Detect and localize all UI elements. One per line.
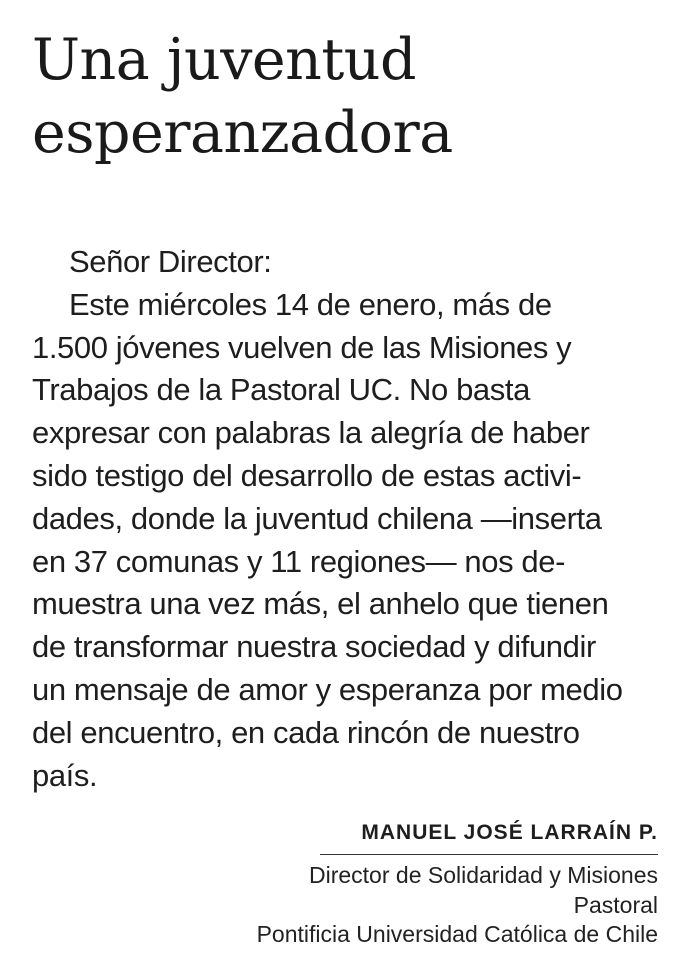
body-line: del encuentro, en cada rincón de nuestro bbox=[32, 714, 580, 750]
body-line: país. bbox=[32, 757, 98, 793]
body-line: sido testigo del desarrollo de estas activi- bbox=[32, 457, 582, 493]
signature-block bbox=[180, 816, 658, 950]
author-title bbox=[180, 861, 658, 950]
body-line: de transformar nuestra sociedad y difundir bbox=[32, 629, 596, 665]
body-line: un mensaje de amor y esperanza por medio bbox=[32, 671, 623, 707]
salutation: Señor Director: bbox=[69, 244, 272, 279]
body-line: en 37 comunas y 11 regiones— nos de- bbox=[32, 543, 566, 579]
body-line: Este miércoles 14 de enero, más de bbox=[69, 286, 552, 322]
author-title-line: Pontificia Universidad Católica de Chile bbox=[256, 921, 658, 947]
body-line: Trabajos de la Pastoral UC. No basta bbox=[32, 372, 530, 408]
author-name: MANUEL JOSÉ LARRAÍN P. bbox=[320, 816, 658, 855]
headline bbox=[32, 24, 662, 170]
headline-line: esperanzadora bbox=[32, 100, 453, 166]
headline-line: Una juventud bbox=[32, 27, 416, 93]
author-title-line: Pastoral bbox=[573, 891, 658, 918]
author-title-line: Director de Solidaridad y Misiones bbox=[309, 862, 658, 888]
body-line: dades, donde la juventud chilena —inserta bbox=[32, 500, 602, 536]
body-line: muestra una vez más, el anhelo que tienen bbox=[32, 586, 609, 622]
body-line: expresar con palabras la alegría de haber bbox=[32, 415, 590, 451]
letter-body bbox=[32, 241, 662, 797]
body-line: 1.500 jóvenes vuelven de las Misiones y bbox=[32, 329, 572, 365]
